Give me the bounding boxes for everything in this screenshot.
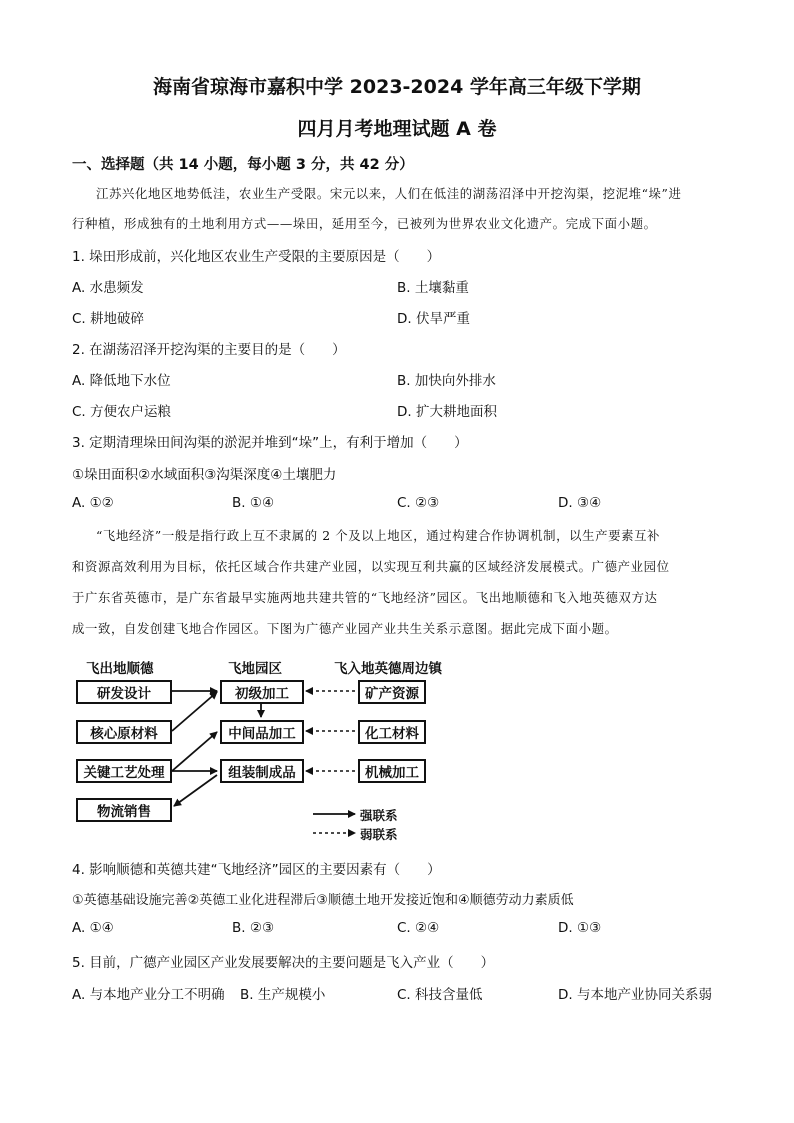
passage-line: “飞地经济”一般是指行政上互不隶属的 2 个及以上地区，通过构建合作协调机制，以生产要素互补 xyxy=(96,528,661,543)
option-b[interactable]: B. 生产规模小 xyxy=(240,987,326,1003)
option-c[interactable]: C. 耕地破碎 xyxy=(72,311,145,327)
box-rd-design: 研发设计 xyxy=(76,680,172,704)
option-b[interactable]: B. ①④ xyxy=(232,495,275,511)
option-d[interactable]: D. ③④ xyxy=(558,495,602,511)
option-d[interactable]: D. ①③ xyxy=(558,920,602,936)
passage-line: 于广东省英德市，是广东省最早实施两地共建共管的“飞地经济”园区。飞出地顺德和飞入地英德双方达 xyxy=(72,590,658,605)
passage-line: 成一致，自发创建飞地合作园区。下图为广德产业园产业共生关系示意图。据此完成下面小题。 xyxy=(72,621,618,636)
option-a[interactable]: A. 水患频发 xyxy=(72,280,144,296)
passage-line: 和资源高效利用为目标，依托区域合作共建产业园，以实现互利共赢的区域经济发展模式。广德产业园位 xyxy=(72,559,670,574)
diagram-column-destination: 飞入地英德周边镇 xyxy=(334,661,442,677)
box-chemical-materials: 化工材料 xyxy=(358,720,426,744)
question-stem: 1. 垛田形成前，兴化地区农业生产受限的主要原因是（ ） xyxy=(72,249,441,265)
section-heading: 一、选择题（共 14 小题，每小题 3 分，共 42 分） xyxy=(72,157,414,173)
question-stem: 5. 目前，广德产业园区产业发展要解决的主要问题是飞入产业（ ） xyxy=(72,955,495,971)
box-assembly: 组装制成品 xyxy=(220,759,304,783)
option-d[interactable]: D. 与本地产业协同关系弱 xyxy=(558,987,712,1003)
option-a[interactable]: A. ①② xyxy=(72,495,114,511)
option-d[interactable]: D. 扩大耕地面积 xyxy=(397,404,497,420)
legend-weak-label: 弱联系 xyxy=(360,827,398,842)
option-a[interactable]: A. 与本地产业分工不明确 xyxy=(72,987,225,1003)
box-mineral-resources: 矿产资源 xyxy=(358,680,426,704)
box-intermediate-processing: 中间品加工 xyxy=(220,720,304,744)
question-stem: 3. 定期清理垛田间沟渠的淤泥并堆到“垛”上，有利于增加（ ） xyxy=(72,435,468,451)
option-c[interactable]: C. ②④ xyxy=(397,920,440,936)
box-machining: 机械加工 xyxy=(358,759,426,783)
passage-line: 行种植，形成独有的土地利用方式——垛田，延用至今，已被列为世界农业文化遗产。完成下面小题。 xyxy=(72,216,657,231)
option-c[interactable]: C. 方便农户运粮 xyxy=(72,404,172,420)
question-items: ①垛田面积②水域面积③沟渠深度④土壤肥力 xyxy=(72,467,337,483)
option-a[interactable]: A. ①④ xyxy=(72,920,114,936)
option-d[interactable]: D. 伏旱严重 xyxy=(397,311,470,327)
option-b[interactable]: B. 土壤黏重 xyxy=(397,280,469,296)
box-key-process: 关键工艺处理 xyxy=(76,759,172,783)
diagram-column-origin: 飞出地顺德 xyxy=(86,661,154,677)
page-subtitle: 四月月考地理试题 A 卷 xyxy=(297,118,497,140)
question-stem: 2. 在湖荡沼泽开挖沟渠的主要目的是（ ） xyxy=(72,342,346,358)
box-core-materials: 核心原材料 xyxy=(76,720,172,744)
box-primary-processing: 初级加工 xyxy=(220,680,304,704)
option-c[interactable]: C. ②③ xyxy=(397,495,440,511)
question-items: ①英德基础设施完善②英德工业化进程滞后③顺德土地开发接近饱和④顺德劳动力素质低 xyxy=(72,893,574,908)
option-c[interactable]: C. 科技含量低 xyxy=(397,987,483,1003)
page-title: 海南省琼海市嘉积中学 2023-2024 学年高三年级下学期 xyxy=(153,76,641,98)
box-logistics-sales: 物流销售 xyxy=(76,798,172,822)
question-stem: 4. 影响顺德和英德共建“飞地经济”园区的主要因素有（ ） xyxy=(72,862,441,878)
option-a[interactable]: A. 降低地下水位 xyxy=(72,373,171,389)
diagram-column-park: 飞地园区 xyxy=(228,661,282,677)
legend-strong-label: 强联系 xyxy=(360,808,398,823)
passage-line: 江苏兴化地区地势低洼，农业生产受限。宋元以来，人们在低洼的湖荡沼泽中开挖沟渠，挖泥堆“垛”进 xyxy=(96,186,682,201)
option-b[interactable]: B. 加快向外排水 xyxy=(397,373,496,389)
option-b[interactable]: B. ②③ xyxy=(232,920,275,936)
